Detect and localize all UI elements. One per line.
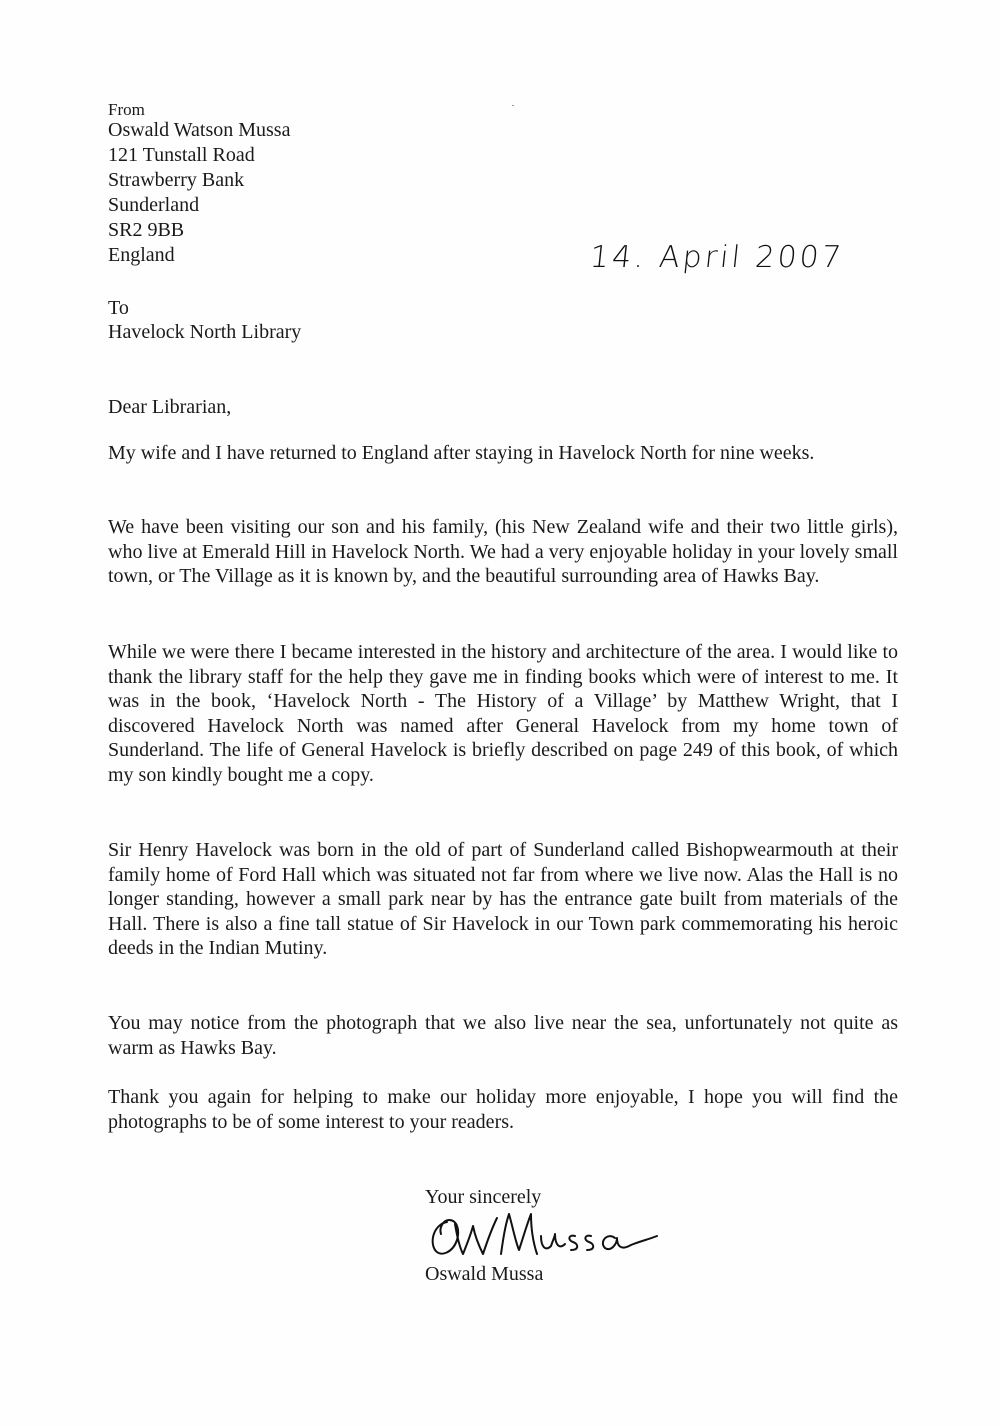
to-label: To (108, 297, 129, 319)
sender-country: England (108, 244, 175, 266)
sender-city: Sunderland (108, 194, 200, 216)
paragraph-5: You may notice from the photograph that we also live near the sea, unfortunately not quite as warm as Hawks Bay. (108, 1012, 898, 1059)
closing: Your sincerely (425, 1186, 542, 1208)
paragraph-6: Thank you again for helping to make our holiday more enjoyable, I hope you will find the photographs to be of some interest to your readers. (108, 1086, 898, 1133)
sender-name: Oswald Watson Mussa (108, 119, 291, 141)
from-label: From (108, 100, 145, 119)
sender-postcode: SR2 9BB (108, 219, 185, 241)
sender-district: Strawberry Bank (108, 169, 245, 191)
sender-address (108, 118, 290, 268)
paragraph-3: While we were there I became interested in the history and architecture of the area. I would like to thank the library staff for the help they gave me in finding books which were of interest to me. It was in the book, ‘Havelock North - The History of a Village’ by Matthew Wright, that I discovered Havelock North was named after General Havelock from my home town of Sunderland. The life of General Havelock is briefly described on page 249 of this book, of which my son kindly bought me a copy. (108, 641, 898, 786)
handwritten-date: 14. April 2007 (588, 240, 846, 275)
paper-speck (512, 105, 514, 106)
recipient-name: Havelock North Library (108, 321, 302, 343)
handwritten-signature (425, 1200, 675, 1262)
paragraph-1: My wife and I have returned to England after staying in Havelock North for nine weeks. (108, 442, 815, 464)
sender-street: 121 Tunstall Road (108, 144, 255, 166)
signed-name: Oswald Mussa (425, 1263, 544, 1285)
paragraph-4: Sir Henry Havelock was born in the old of part of Sunderland called Bishopwearmouth at their family home of Ford Hall which was situated not far from where we live now. Alas the Hall is no longer standing, however a small park near by has the entrance gate built from materials of the Hall. There is also a fine tall statue of Sir Havelock in our Town park commemorating his heroic deeds in the Indian Mutiny. (108, 839, 898, 960)
salutation: Dear Librarian, (108, 396, 232, 418)
paragraph-2: We have been visiting our son and his family, (his New Zealand wife and their two little girls), who live at Emerald Hill in Havelock North. We had a very enjoyable holiday in your lovely small town, or The Village as it is known by, and the beautiful surrounding area of Hawks Bay. (108, 516, 898, 588)
